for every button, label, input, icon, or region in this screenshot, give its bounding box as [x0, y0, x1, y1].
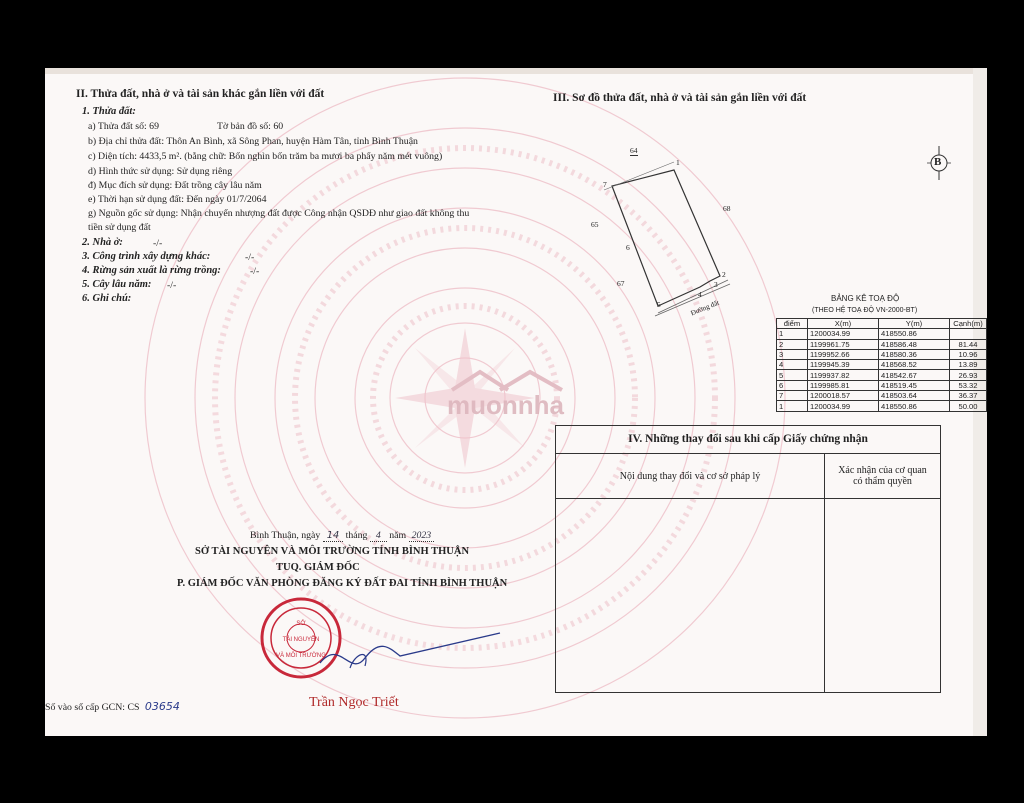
- cell-edge: 50.00: [950, 401, 987, 411]
- cell-point: 7: [777, 391, 808, 401]
- table-row: [777, 339, 987, 349]
- perennial-label: 5. Cây lâu năm:: [82, 279, 152, 290]
- cell-edge: 53.32: [950, 380, 987, 390]
- land-heading: 1. Thửa đất:: [82, 106, 136, 117]
- coord-table-title: BẢNG KÊ TOẠ ĐỘ: [831, 294, 900, 303]
- signing-date: [250, 530, 434, 541]
- section-2-title: II. Thửa đất, nhà ở và tài sản khác gắn liền với đất: [76, 88, 325, 100]
- land-area: c) Diện tích: 4433,5 m². (bằng chữ: Bốn nghìn bốn trăm ba mươi ba phẩy năm mét vuông): [88, 151, 443, 162]
- neighbor-parcel-68: 68: [723, 204, 731, 213]
- cell-edge: 10.96: [950, 349, 987, 359]
- point-1: 1: [676, 158, 680, 167]
- neighbor-parcel-64: 64: [630, 146, 638, 155]
- handwritten-signature: [310, 628, 510, 688]
- cell-edge: 13.89: [950, 360, 987, 370]
- changes-content-header: [556, 454, 824, 499]
- cell-x: 1199961.75: [808, 339, 879, 349]
- house-value: -/-: [153, 238, 163, 249]
- signer-name: Trần Ngọc Triết: [309, 695, 399, 710]
- neighbor-parcel-67: 67: [617, 279, 625, 288]
- coord-table: [776, 318, 987, 412]
- col-x: X(m): [808, 319, 879, 329]
- cell-point: 6: [777, 380, 808, 390]
- date-day: 14: [323, 530, 343, 542]
- svg-text:TÀI NGUYÊN: TÀI NGUYÊN: [282, 637, 320, 643]
- cell-y: 418519.45: [879, 380, 950, 390]
- house-label: 2. Nhà ở:: [82, 237, 123, 248]
- forest-label: 4. Rừng sản xuất là rừng trồng:: [82, 265, 221, 276]
- cell-point: 3: [777, 349, 808, 359]
- land-origin: g) Nguồn gốc sử dụng: Nhận chuyển nhượng đất được Công nhận QSDĐ như giao đất không thu: [88, 208, 470, 219]
- point-7: 7: [603, 180, 607, 189]
- table-row: [777, 349, 987, 359]
- north-label: B: [934, 156, 942, 168]
- cell-point: 1: [777, 401, 808, 411]
- changes-confirm-header: [825, 454, 940, 499]
- perennial-value: -/-: [167, 280, 177, 291]
- parcel-diagram: [600, 156, 750, 326]
- forest-value: -/-: [250, 266, 260, 277]
- cell-y: 418503.64: [879, 391, 950, 401]
- deputy-director-title: P. GIÁM ĐỐC VĂN PHÒNG ĐĂNG KÝ ĐẤT ĐAI TỈNH BÌNH THUẬN: [177, 578, 508, 589]
- cell-y: 418586.48: [879, 339, 950, 349]
- notes-label: 6. Ghi chú:: [82, 293, 132, 304]
- cell-y: 418542.67: [879, 370, 950, 380]
- registry-number: [45, 700, 180, 713]
- cell-edge: [950, 329, 987, 339]
- land-address: b) Địa chỉ thửa đất: Thôn An Bình, xã Sông Phan, huyện Hàm Tân, tỉnh Bình Thuận: [88, 136, 418, 147]
- construction-value: -/-: [245, 252, 255, 263]
- date-month: 4: [370, 530, 387, 542]
- table-row: [777, 380, 987, 390]
- changes-confirm-label-1: Xác nhận của cơ quan: [838, 465, 927, 476]
- cell-point: 5: [777, 370, 808, 380]
- point-2: 2: [722, 270, 726, 279]
- land-term: e) Thời hạn sử dụng đất: Đến ngày 01/7/2064: [88, 194, 267, 205]
- tuq-director: TUQ. GIÁM ĐỐC: [276, 562, 360, 573]
- date-month-label: tháng: [345, 530, 368, 541]
- issuing-org: SỞ TÀI NGUYÊN VÀ MÔI TRƯỜNG TỈNH BÌNH THUẬN: [195, 546, 470, 557]
- cell-x: 1199945.39: [808, 360, 879, 370]
- cell-x: 1199952.66: [808, 349, 879, 359]
- land-usage-form: d) Hình thức sử dụng: Sử dụng riêng: [88, 166, 233, 177]
- section-4-title: IV. Những thay đổi sau khi cấp Giấy chứng nhận: [556, 426, 940, 454]
- table-row: [777, 360, 987, 370]
- point-6: 6: [626, 243, 630, 252]
- date-year: 2023: [409, 530, 435, 542]
- cell-y: 418580.36: [879, 349, 950, 359]
- watermark: muonnha: [447, 390, 564, 420]
- land-purpose: đ) Mục đích sử dụng: Đất trồng cây lâu năm: [88, 180, 262, 191]
- table-row: [777, 401, 987, 411]
- cell-y: 418550.86: [879, 329, 950, 339]
- cell-point: 4: [777, 360, 808, 370]
- cell-y: 418550.86: [879, 401, 950, 411]
- col-point: điểm: [777, 319, 808, 329]
- table-row: [777, 329, 987, 339]
- changes-confirm-label-2: có thẩm quyền: [853, 476, 912, 487]
- construction-label: 3. Công trình xây dựng khác:: [82, 251, 211, 262]
- land-map-sheet: Tờ bản đồ số: 60: [217, 121, 284, 132]
- registry-label: Số vào sổ cấp GCN: CS: [45, 702, 140, 713]
- section-3-title: III. Sơ đồ thửa đất, nhà ở và tài sản gắn liền với đất: [553, 92, 807, 104]
- svg-text:SỞ: SỞ: [296, 621, 306, 627]
- cell-edge: 26.93: [950, 370, 987, 380]
- point-5: 5: [657, 300, 661, 309]
- cell-x: 1199985.81: [808, 380, 879, 390]
- land-origin-cont: tiền sử dụng đất: [88, 222, 151, 233]
- coord-table-subtitle: (THEO HỆ TOẠ ĐỘ VN-2000-BT): [812, 307, 918, 314]
- cell-x: 1199937.82: [808, 370, 879, 380]
- table-row: [777, 391, 987, 401]
- cell-edge: 36.37: [950, 391, 987, 401]
- changes-divider: [824, 454, 825, 692]
- svg-text:VÀ MÔI TRƯỜNG: VÀ MÔI TRƯỜNG: [276, 653, 326, 659]
- cell-point: 1: [777, 329, 808, 339]
- watermark-house-icon: [450, 368, 570, 394]
- cell-point: 2: [777, 339, 808, 349]
- road-label: Đường đất: [689, 298, 721, 318]
- date-year-label: năm: [389, 530, 407, 541]
- changes-table: [555, 425, 941, 693]
- land-parcel-number: a) Thửa đất số: 69: [88, 121, 159, 132]
- changes-content-label: Nội dung thay đổi và cơ sở pháp lý: [619, 470, 761, 482]
- col-edge: Cạnh(m): [950, 319, 987, 329]
- coord-table-header: [777, 319, 987, 329]
- neighbor-parcel-65: 65: [591, 220, 599, 229]
- cell-y: 418568.52: [879, 360, 950, 370]
- table-row: [777, 370, 987, 380]
- col-y: Y(m): [879, 319, 950, 329]
- point-3: 3: [714, 280, 718, 289]
- cell-edge: 81.44: [950, 339, 987, 349]
- date-prefix: Bình Thuận, ngày: [250, 530, 321, 541]
- registry-value: 03654: [144, 700, 180, 713]
- cell-x: 1200018.57: [808, 391, 879, 401]
- point-4: 4: [698, 290, 702, 299]
- certificate-page: [45, 68, 987, 736]
- cell-x: 1200034.99: [808, 401, 879, 411]
- cell-x: 1200034.99: [808, 329, 879, 339]
